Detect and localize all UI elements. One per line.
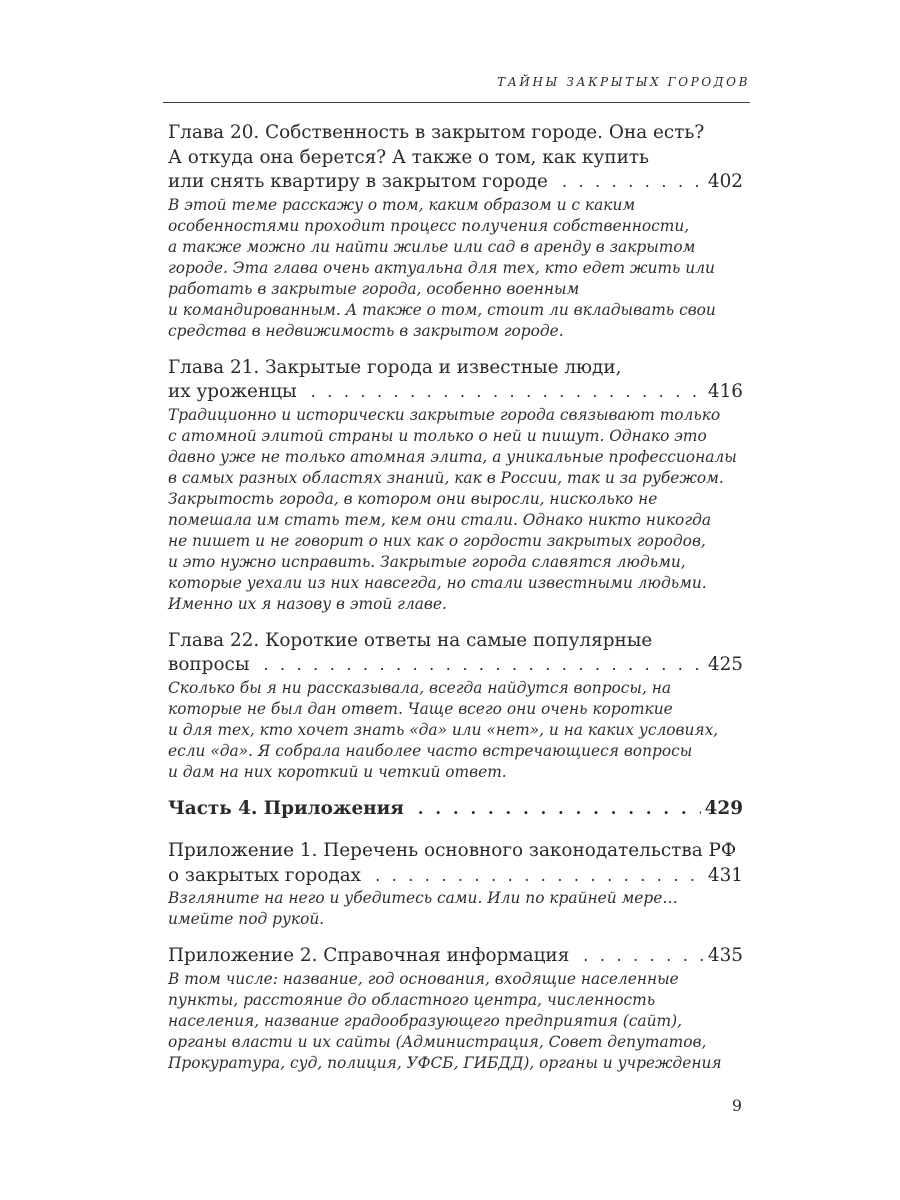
entry-title xyxy=(168,797,743,822)
desc-line: не пишет и не говорит о них как о гордости закрытых городов, xyxy=(168,531,706,550)
desc-line: органы власти и их сайты (Администрация, Совет депутатов, xyxy=(168,1032,707,1051)
desc-line: и это нужно исправить. Закрытые города славятся людьми, xyxy=(168,552,686,571)
desc-line: в самых разных областях знаний, как в России, так и за рубежом. xyxy=(168,468,724,487)
header-rule xyxy=(163,102,750,103)
desc-line: Именно их я назову в этой главе. xyxy=(168,594,447,613)
desc-line: Взгляните на него и убедитесь сами. Или по крайней мере… xyxy=(168,889,678,907)
desc-line: и дам на них короткий и четкий ответ. xyxy=(168,762,507,781)
title-leader-line xyxy=(168,864,743,889)
desc-line: особенностями проходит процесс получения собственности, xyxy=(168,216,690,235)
page-number-ref: 435 xyxy=(707,945,743,966)
title-leader-line xyxy=(168,170,743,195)
entry-title xyxy=(168,356,743,405)
page-number-ref: 431 xyxy=(707,864,743,886)
page-number: 9 xyxy=(731,1096,742,1115)
running-head: ТАЙНЫ ЗАКРЫТЫХ ГОРОДОВ xyxy=(497,75,750,89)
entry-description xyxy=(168,969,743,1074)
entry-description xyxy=(168,678,743,783)
dot-leader xyxy=(418,797,701,822)
title-line: Приложение 1. Перечень основного законодательства РФ xyxy=(168,840,737,861)
desc-line: если «да». Я собрала наиболее часто встречающиеся вопросы xyxy=(168,741,693,760)
title-line: или снять квартиру в закрытом городе xyxy=(168,171,548,192)
title-line: А откуда она берется? А также о том, как купить xyxy=(168,146,650,168)
part-title: Часть 4. Приложения xyxy=(168,797,404,819)
title-line: Приложение 2. Справочная информация xyxy=(168,945,570,966)
desc-line: давно уже не только атомная элита, а уникальные профессионалы xyxy=(168,447,737,466)
page-number-ref: 429 xyxy=(704,797,743,819)
dot-leader xyxy=(263,653,703,678)
entry-description xyxy=(168,888,743,930)
desc-line: а также можно ли найти жилье или сад в аренду в закрытом xyxy=(168,237,696,256)
entry-title xyxy=(168,839,743,888)
desc-line: и командированным. А также о том, стоит ли вкладывать свои xyxy=(168,300,716,319)
entry-title xyxy=(168,121,743,195)
desc-line: средства в недвижимость в закрытом городе. xyxy=(168,321,564,340)
entry-title xyxy=(168,944,743,969)
desc-line: работать в закрытые города, особенно военным xyxy=(168,279,580,298)
title-leader-line xyxy=(168,944,743,969)
dot-leader xyxy=(375,864,704,889)
toc-entry-chapter-22 xyxy=(168,629,743,783)
page-number-ref: 425 xyxy=(707,654,743,675)
dot-leader xyxy=(311,380,704,405)
table-of-contents xyxy=(168,121,743,1088)
desc-line: имейте под рукой. xyxy=(168,910,325,928)
toc-entry-appendix-2 xyxy=(168,944,743,1074)
desc-line: Традиционно и исторически закрытые города связывают только xyxy=(168,405,721,424)
title-leader-line xyxy=(168,380,743,405)
desc-line: которые не был дан ответ. Чаще всего они очень короткие xyxy=(168,699,673,718)
toc-entry-chapter-20 xyxy=(168,121,743,342)
title-line: о закрытых городах xyxy=(168,864,362,886)
title-line: Глава 20. Собственность в закрытом городе. Она есть? xyxy=(168,122,705,143)
desc-line: с атомной элитой страны и только о ней и пишут. Однако это xyxy=(168,426,707,445)
entry-description xyxy=(168,195,743,342)
desc-line: помешала им стать тем, кем они стали. Однако никто никогда xyxy=(168,510,712,529)
desc-line: Прокуратура, суд, полиция, УФСБ, ГИБДД), органы и учреждения xyxy=(168,1053,722,1072)
title-leader-line xyxy=(168,653,743,678)
toc-entry-chapter-21 xyxy=(168,356,743,615)
title-leader-line xyxy=(168,797,743,822)
desc-line: городе. Эта глава очень актуальна для тех, кто едет жить или xyxy=(168,258,715,277)
desc-line: и для тех, кто хочет знать «да» или «нет», и на каких условиях, xyxy=(168,720,719,739)
desc-line: В этой теме расскажу о том, каким образом и с каким xyxy=(168,195,636,214)
dot-leader xyxy=(562,170,704,195)
page-number-ref: 416 xyxy=(707,381,743,402)
toc-entry-part-4 xyxy=(168,797,743,822)
title-line: вопросы xyxy=(168,654,250,675)
title-line: Глава 21. Закрытые города и известные люди, xyxy=(168,356,622,378)
title-line: их уроженцы xyxy=(168,381,297,402)
desc-line: Сколько бы я ни рассказывала, всегда найдутся вопросы, на xyxy=(168,678,672,697)
page-number-ref: 402 xyxy=(707,171,743,192)
desc-line: которые уехали из них навсегда, но стали известными людьми. xyxy=(168,573,707,592)
title-line: Глава 22. Короткие ответы на самые популярные xyxy=(168,629,653,651)
desc-line: населения, название градообразующего предприятия (сайт), xyxy=(168,1011,682,1030)
entry-description xyxy=(168,405,743,615)
desc-line: Закрытость города, в котором они выросли, нисколько не xyxy=(168,489,658,508)
dot-leader xyxy=(583,944,704,969)
toc-entry-appendix-1 xyxy=(168,839,743,930)
desc-line: пункты, расстояние до областного центра, численность xyxy=(168,990,656,1009)
entry-title xyxy=(168,629,743,678)
desc-line: В том числе: название, год основания, входящие населенные xyxy=(168,969,679,988)
